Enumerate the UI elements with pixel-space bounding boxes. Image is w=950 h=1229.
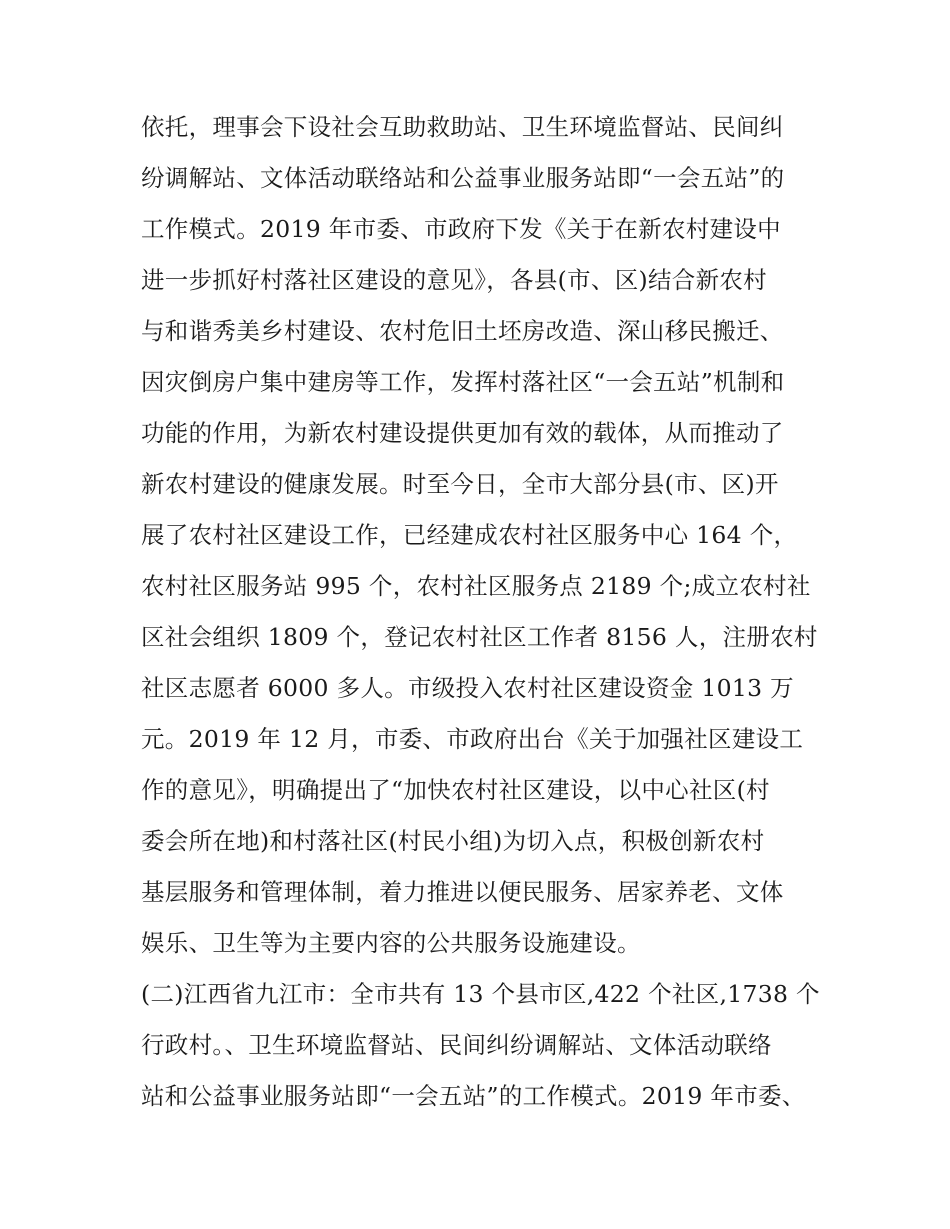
text-line: 农村社区服务站 995 个，农村社区服务点 2189 个;成立农村社 (141, 572, 811, 600)
text-line: 功能的作用，为新农村建设提供更加有效的载体，从而推动了 (141, 419, 784, 447)
text-line: 站和公益事业服务站即“一会五站”的工作模式。2019 年市委、 (141, 1082, 806, 1110)
text-line: 基层服务和管理体制，着力推进以便民服务、居家养老、文体 (141, 878, 784, 906)
text-line: 社区志愿者 6000 多人。市级投入农村社区建设资金 1013 万 (141, 674, 794, 702)
text-line: 区社会组织 1809 个，登记农村社区工作者 8156 人，注册农村 (141, 623, 818, 651)
body-text (141, 102, 821, 1122)
text-line: 工作模式。2019 年市委、市政府下发《关于在新农村建设中 (141, 215, 781, 243)
text-line: 展了农村社区建设工作，已经建成农村社区服务中心 164 个， (141, 521, 798, 549)
text-line: 依托，理事会下设社会互助救助站、卫生环境监督站、民间纠 (141, 113, 784, 141)
text-line: 纷调解站、文体活动联络站和公益事业服务站即“一会五站”的 (141, 164, 785, 192)
text-line: (二)江西省九江市：全市共有 13 个县市区,422 个社区,1738 个 (141, 980, 820, 1008)
text-line: 元。2019 年 12 月，市委、市政府出台《关于加强社区建设工 (141, 725, 804, 753)
text-line: 委会所在地)和村落社区(村民小组)为切入点，积极创新农村 (141, 827, 765, 855)
text-line: 进一步抓好村落社区建设的意见》，各县(市、区)结合新农村 (141, 266, 767, 294)
text-line: 与和谐秀美乡村建设、农村危旧土坯房改造、深山移民搬迁、 (141, 317, 784, 345)
text-line: 新农村建设的健康发展。时至今日，全市大部分县(市、区)开 (141, 470, 779, 498)
text-line: 作的意见》，明确提出了“加快农村社区建设，以中心社区(村 (141, 776, 770, 804)
text-line: 行政村。、卫生环境监督站、民间纠纷调解站、文体活动联络 (141, 1031, 772, 1059)
text-line: 娱乐、卫生等为主要内容的公共服务设施建设。 (141, 929, 641, 957)
text-line: 因灾倒房户集中建房等工作，发挥村落社区“一会五站”机制和 (141, 368, 785, 396)
